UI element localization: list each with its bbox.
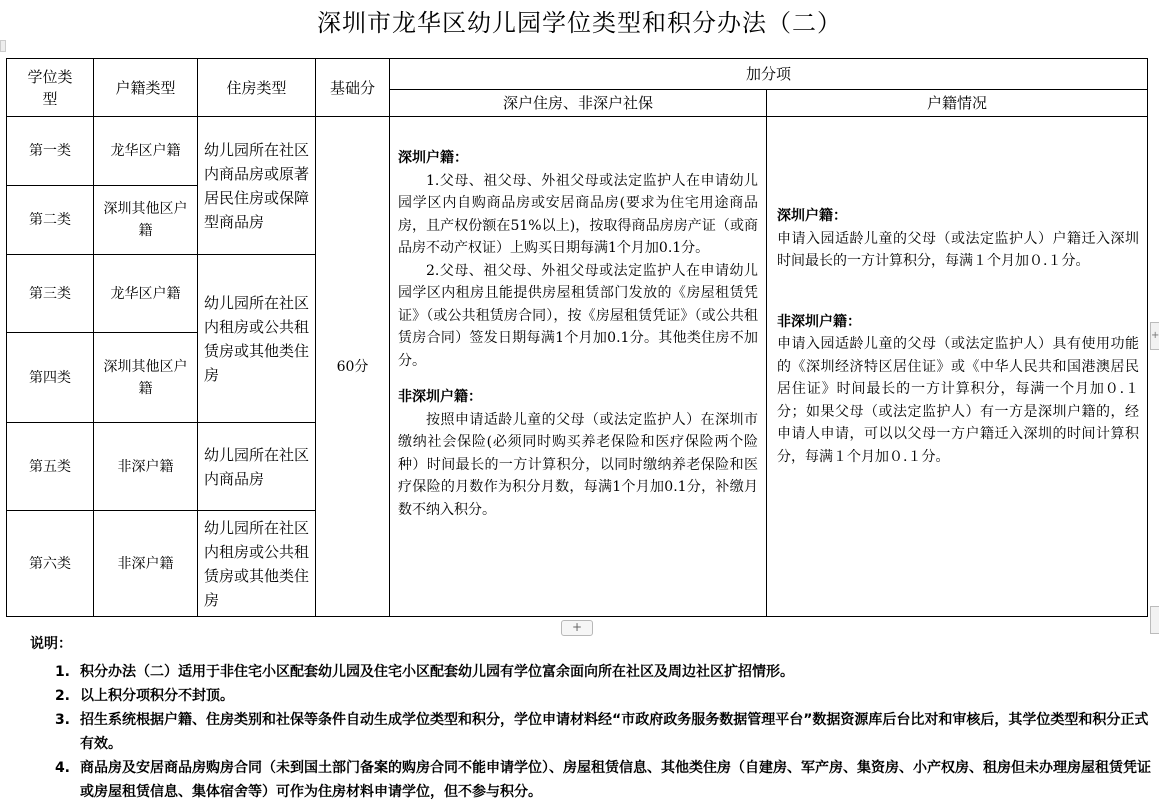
row-category-2: 第二类 bbox=[7, 186, 94, 255]
housing-type-nonsz-owned: 幼儿园所在社区内商品房 bbox=[198, 423, 316, 511]
header-bonus: 加分项 bbox=[390, 59, 1148, 90]
header-hukou-type: 户籍类型 bbox=[94, 59, 198, 117]
bonus-sz-rule-1: 1.父母、祖父母、外祖父母或法定监护人在申请幼儿园学区内自购商品房或安居商品房(要求为住宅用途商品房，且产权份额在51%以上)，按取得商品房房产证（或商品房不动产权证）上购买日期每满1个月加0.1分。 bbox=[398, 172, 758, 256]
bonus-sz-rule-2: 2.父母、祖父母、外祖父母或法定监护人在申请幼儿园学区内租房且能提供房屋租赁部门发放的《房屋租赁凭证》（或公共租赁房合同），按《房屋租赁凭证》（或公共租赁房合同）签发日期每满1个月加0.1分。其他类住房不加分。 bbox=[398, 262, 758, 369]
side-expand-tab-lower[interactable] bbox=[1150, 606, 1159, 634]
expand-rows-button[interactable]: + bbox=[561, 620, 593, 636]
hukou-sz-rule: 申请入园适龄儿童的父母（或法定监护人）户籍迁入深圳时间最长的一方计算积分，每满１个月加０.１分。 bbox=[777, 230, 1140, 269]
note-item bbox=[30, 684, 1154, 708]
bonus-housing-cell bbox=[390, 117, 767, 617]
note-number: 4. bbox=[54, 760, 70, 776]
header-category: 学位类型 bbox=[7, 59, 94, 117]
housing-type-rented: 幼儿园所在社区内租房或公共租赁房或其他类住房 bbox=[198, 255, 316, 423]
side-expand-tab[interactable]: + bbox=[1150, 322, 1159, 350]
note-number: 2. bbox=[54, 688, 70, 704]
note-text: 以上积分项积分不封顶。 bbox=[80, 688, 234, 704]
note-item bbox=[30, 708, 1154, 756]
row-hukou-6: 非深户籍 bbox=[94, 511, 198, 617]
housing-type-nonsz-rented: 幼儿园所在社区内租房或公共租赁房或其他类住房 bbox=[198, 511, 316, 617]
notes-heading: 说明： bbox=[30, 636, 72, 652]
note-number: 1. bbox=[54, 664, 70, 680]
row-category-4: 第四类 bbox=[7, 333, 94, 423]
notes-section bbox=[30, 632, 1154, 804]
row-hukou-3: 龙华区户籍 bbox=[94, 255, 198, 333]
row-category-3: 第三类 bbox=[7, 255, 94, 333]
row-hukou-5: 非深户籍 bbox=[94, 423, 198, 511]
page-title: 深圳市龙华区幼儿园学位类型和积分办法（二） bbox=[317, 9, 842, 37]
row-category-6: 第六类 bbox=[7, 511, 94, 617]
header-bonus-housing: 深户住房、非深户社保 bbox=[390, 90, 767, 117]
hukou-nonsz-rule: 申请入园适龄儿童的父母（或法定监护人）具有使用功能的《深圳经济特区居住证》或《中华人民共和国港澳居民居住证》时间最长的一方计算积分，每满一个月加０.１分；如果父母（或法定监护人）有一方是深圳户籍的，经申请人申请，可以以父母一方户籍迁入深圳的时间计算积分，每满１个月加０.１分。 bbox=[777, 336, 1140, 465]
bonus-nonsz-heading: 非深圳户籍： bbox=[398, 389, 482, 405]
bonus-hukou-cell bbox=[767, 117, 1148, 617]
row-hukou-4: 深圳其他区户籍 bbox=[94, 333, 198, 423]
note-number: 3. bbox=[54, 712, 70, 728]
header-housing-type: 住房类型 bbox=[198, 59, 316, 117]
housing-type-owned: 幼儿园所在社区内商品房或原著居民住房或保障型商品房 bbox=[198, 117, 316, 255]
note-text: 商品房及安居商品房购房合同（未到国土部门备案的购房合同不能申请学位）、房屋租赁信息、其他类住房（自建房、军产房、集资房、小产权房、租房但未办理房屋租赁凭证或房屋租赁信息、集体宿舍等）可作为住房材料申请学位，但不参与积分。 bbox=[80, 760, 1151, 800]
score-table bbox=[6, 58, 1148, 617]
header-bonus-hukou: 户籍情况 bbox=[767, 90, 1148, 117]
note-item bbox=[30, 660, 1154, 684]
note-item bbox=[30, 756, 1154, 804]
note-text: 招生系统根据户籍、住房类别和社保等条件自动生成学位类型和积分，学位申请材料经“市政府政务服务数据管理平台”数据资源库后台比对和审核后，其学位类型和积分正式有效。 bbox=[80, 712, 1149, 752]
note-text: 积分办法（二）适用于非住宅小区配套幼儿园及住宅小区配套幼儿园有学位富余面向所在社区及周边社区扩招情形。 bbox=[80, 664, 794, 680]
row-hukou-2: 深圳其他区户籍 bbox=[94, 186, 198, 255]
header-base-score: 基础分 bbox=[316, 59, 390, 117]
hukou-nonsz-heading: 非深圳户籍： bbox=[777, 313, 861, 330]
base-score-value: 60分 bbox=[316, 117, 390, 617]
row-category-1: 第一类 bbox=[7, 117, 94, 186]
row-category-5: 第五类 bbox=[7, 423, 94, 511]
row-hukou-1: 龙华区户籍 bbox=[94, 117, 198, 186]
bonus-nonsz-rule: 按照申请适龄儿童的父母（或法定监护人）在深圳市缴纳社会保险(必须同时购买养老保险和医疗保险两个险种）时间最长的一方计算积分，以同时缴纳养老保险和医疗保险的月数作为积分月数，每满1个月加0.1分，补缴月数不纳入积分。 bbox=[398, 411, 758, 518]
bonus-sz-heading: 深圳户籍： bbox=[398, 150, 468, 166]
hukou-sz-heading: 深圳户籍： bbox=[777, 208, 847, 224]
